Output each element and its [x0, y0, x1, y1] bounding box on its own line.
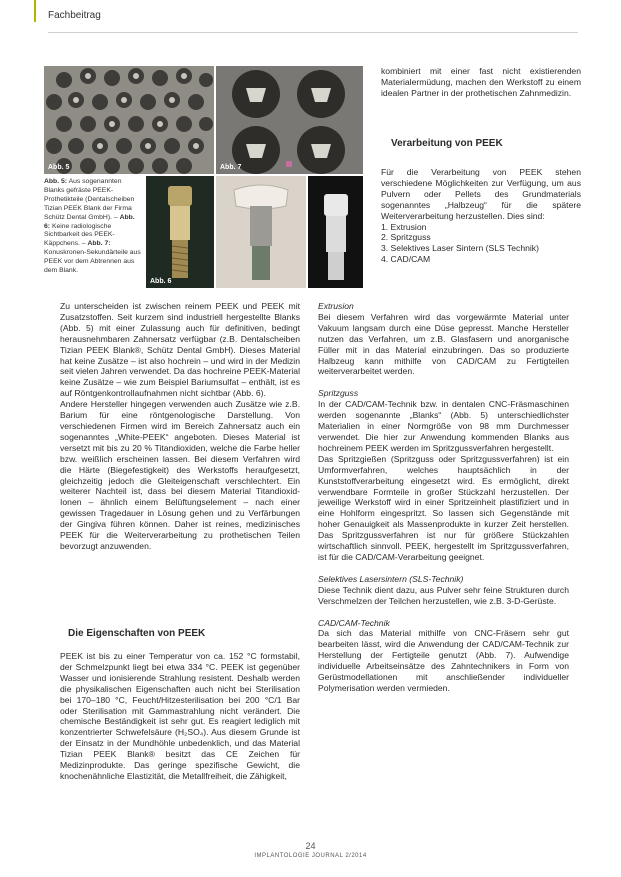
spritzguss-paragraph-1: In der CAD/CAM-Technik bzw. in dentalen CNC-Fräsmaschinen werden sogenannte „Blanks“ (Abb. 5) unterschiedlichster Materialien in einer Normgröße von 98 mm Durchmesser verwendet. Die hier zur Anwendung kommenden Blanks aus hochreinem PEEK werden im Spritzgussverfahren hergestellt.	[318, 399, 569, 453]
list-item: 1. Extrusion	[381, 221, 427, 232]
abb7-tag: Abb. 7	[220, 164, 242, 171]
right-top-intro	[381, 66, 581, 99]
caption-abb6-label: Abb. 6:	[44, 213, 135, 230]
heading-eigenschaften: Die Eigenschaften von PEEK	[68, 628, 206, 639]
left-paragraph-2: Andere Hersteller hingegen verwenden auch Zusätze wie z.B. Barium für eine röntgenologische Darstellung. Von verschiedenen Firmen wird im Bereich Zahnersatz auch ein sogenanntes „White-PEEK“ angeboten. Dieses Material ist versetzt mit bis zu 20 % Titandioxiden, welche die Farbe heller bzw. weißlich erscheinen lassen. Bei diesem Verfahren wird die Härte (Biegefestigkeit) des Werkstoffs heraufgesetzt, gleichzeitig jedoch die Gleiteigenschaft verschlechtert. Ein weiterer Nachteil ist, dass bei diesem Material Titandioxid-Ionen – ähnlich einem Belüftungselement – nach einer gewissen Tragedauer in Lösung gehen und zu Verfärbungen der Gingiva führen können. Daher ist reines, medizinisches PEEK für die Weiterverarbeitung zu prothetischen Teilen bevorzugt anzuwenden.	[60, 399, 300, 551]
cadcam-paragraph: Da sich das Material mithilfe von CNC-Fräsern sehr gut bearbeiten lässt, wird die Anwendung der CAD/CAM-Technik zur Herstellung der Fertigteile genutzt (Abb. 7). Aufwendige individuelle Arbeitseinsätze des Zahntechnikers in Form von Gerüstmodellationen mit anschließender individueller Polymerisation werden vermieden.	[318, 628, 569, 693]
sls-paragraph: Diese Technik dient dazu, aus Pulver sehr feine Strukturen durch Verschmelzen der Teilchen herzustellen, wie z.B. 3-D-Gerüste.	[318, 584, 569, 606]
list-item: 2. Spritzguss	[381, 232, 431, 243]
section-label: Fachbeitrag	[48, 10, 101, 21]
abb6-tag: Abb. 6	[150, 278, 172, 285]
list-item: 4. CAD/CAM	[381, 254, 431, 265]
abb6-photo	[146, 176, 214, 288]
journal-name: IMPLANTOLOGIE JOURNAL 2/2014	[254, 853, 367, 859]
abb7-disc-photo	[216, 66, 363, 174]
right-column	[318, 301, 569, 694]
list-item: 3. Selektives Laser Sintern (SLS Technik)	[381, 243, 539, 254]
subheading-spritzguss: Spritzguss	[318, 388, 359, 399]
caption-abb5-label: Abb. 5:	[44, 178, 68, 185]
caption-abb7-label: Abb. 7:	[87, 240, 111, 248]
caption-abb5-text: Aus sogenannten Blanks gefräste PEEK-Prothetikteile (Dentalscheiben Tizian PEEK Blank der Firma Schütz Dental GmbH). –	[44, 178, 135, 221]
right-top-body	[381, 167, 581, 265]
left-paragraph-3: PEEK ist bis zu einer Temperatur von ca. 152 °C formstabil, der Schmelzpunkt liegt bei etwa 334 °C. PEEK ist gegenüber Wasser und ionisierende Strahlung resistent. Deshalb werden die physikalischen Eigenschaften auch nicht bei Sterilisation bei 170–180 °C, Feucht/Hitzesterilisation bei 200 °C/1 Bar oder Sterilisation mit Gammastrahlung nicht verändert. Die chemische Beständigkeit ist sehr gut. Es reagiert lediglich mit konzentrierter Schwefelsäure (H₂SO₄). Aus diesem Grunde ist der Einsatz in der Mundhöhle unbedenklich, und das Material Tizian PEEK Blank® besitzt das CE Zeichen für Medizinprodukte. Das geringe spezifische Gewicht, die knochenähnliche Elastizität, die Metallfreiheit, die Zähigkeit,	[60, 651, 300, 781]
intro-paragraph: kombiniert mit einer fast nicht existierenden Materialermüdung, machen den Werkstoff zu einem idealen Partner in der prothetischen Zahnmedizin.	[381, 66, 581, 98]
heading-verarbeitung: Verarbeitung von PEEK	[391, 138, 503, 149]
caption-abb7-text: Konuskronen-Sekundärteile aus PEEK vor dem Abtrennen aus dem Blank.	[44, 249, 141, 275]
left-column-top	[60, 301, 300, 552]
subheading-extrusion: Extrusion	[318, 301, 354, 311]
verarbeitung-paragraph: Für die Verarbeitung von PEEK stehen verschiedene Möglichkeiten zur Verfügung, um aus Pulvern oder Pellets des Grundmaterials sogenanntes „Halbzeug“ für die spätere Weiterverarbeitung herzustellen. Dies sind:	[381, 167, 581, 221]
subheading-sls: Selektives Lasersintern (SLS-Technik)	[318, 573, 464, 584]
subheading-cadcam: CAD/CAM-Technik	[318, 617, 390, 628]
spritzguss-paragraph-2: Das Spritzgießen (Spritzguss oder Spritzgussverfahren) ist ein Umformverfahren, welches hauptsächlich in der Kunststoffverarbeitung eingesetzt wird. Es ermöglicht, direkt verwendbare Formteile in großer Stückzahl herzustellen. Der jeweilige Werkstoff wird in einer Spritzeinheit plastifiziert und in eine Hohlform eingespritzt. So lassen sich Gegenstände mit hoher Genauigkeit als Massenprodukte in kurzer Zeit herstellen. Das Spritzgussverfahren ist nur für größere Stückzahlen wirtschaftlich sinnvoll. PEEK, hergestellt im Spritzgussverfahren, ist für die CAD/CAM-Verarbeitung geeignet.	[318, 453, 569, 562]
header-accent-bar	[34, 0, 36, 22]
header-rule	[48, 32, 578, 33]
extrusion-paragraph: Bei diesem Verfahren wird das vorgewärmte Material unter Vakuum langsam durch eine Düse gepresst. Manche Hersteller nutzen das Verfahren, um z.B. Glasfasern und anorganische Füller mit in das Material einzubringen. Das so produzierte Halbzeug kann mithilfe von CAD/CAM zu Fertigteilen weiterverarbeitet werden.	[318, 311, 569, 377]
caption-abb6-text: Keine radiologische Sichtbarkeit des PEEK-Käppchens. –	[44, 222, 115, 248]
left-column-bottom	[60, 651, 300, 782]
page-number: 24	[305, 841, 316, 851]
abb7-white-parts-photo	[308, 176, 363, 288]
verfahren-list	[381, 222, 581, 266]
abb5-tag: Abb. 5	[48, 164, 70, 171]
abb5-photo	[44, 66, 214, 174]
figure-caption	[44, 178, 142, 276]
left-paragraph-1: Zu unterscheiden ist zwischen reinem PEEK und PEEK mit Zusatzstoffen. Seit kurzem sind industriell hergestellte Blanks (Abb. 5) mit einer Zulassung auch für definitiven, bedingt herausnehmbaren Zahnersatz verfügbar (z.B. Dentalscheiben Tizian PEEK Blank®, Schütz Dental GmbH). Dieses Material hat keine Zusätze – ist also hochrein – und wird in der Medizin seit vielen Jahren verwendet. Da das hochreine PEEK-Material keine Zusätze – wie zum Beispiel Bariumsulfat – enthält, ist es auf Röntgenkontrollaufnahmen nicht sichtbar (Abb. 6).	[60, 301, 300, 399]
abb7-crown-photo	[216, 176, 306, 288]
